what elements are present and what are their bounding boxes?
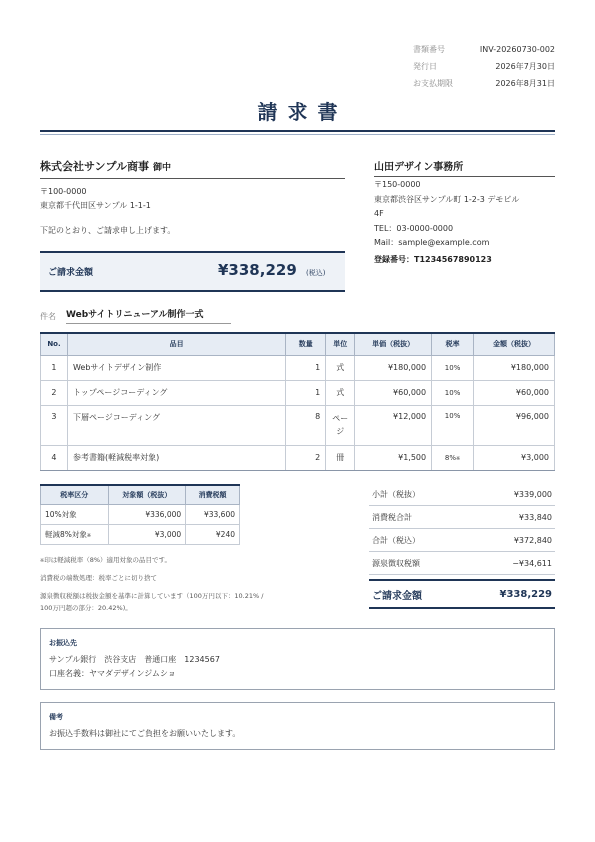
row-qty: 1 <box>286 380 326 405</box>
issuer-address-2: 4F <box>374 209 384 218</box>
table-row <box>41 380 555 405</box>
subtotal-value: ¥339,000 <box>513 489 552 499</box>
total-amount-label: ご請求金額 <box>48 268 94 278</box>
row-qty: 8 <box>286 405 326 445</box>
document-meta <box>413 41 555 92</box>
issue-date: 2026年7月30日 <box>495 62 555 71</box>
row-amount: ¥96,000 <box>474 405 555 445</box>
table-row <box>41 355 555 380</box>
withholding-label: 源泉徴収税額 <box>372 558 420 568</box>
table-row <box>41 405 555 445</box>
bank-heading: お振込先 <box>49 639 77 647</box>
issuer-divider <box>374 176 555 177</box>
total-label: 合計（税込） <box>372 535 420 545</box>
tax-amount: ¥33,600 <box>186 504 240 524</box>
doc-number-label: 書類番号 <box>413 45 445 54</box>
client-divider <box>40 178 345 179</box>
withholding-row <box>369 552 555 575</box>
subject-value: Webサイトリニューアル制作一式 <box>66 307 231 324</box>
row-unit-line-2: ジ <box>336 427 345 436</box>
tax-row <box>41 504 240 524</box>
tax-header-row <box>41 485 240 504</box>
withholding-note <box>40 590 263 614</box>
title-divider <box>40 130 555 132</box>
summary-block <box>369 483 555 609</box>
row-amount: ¥60,000 <box>474 380 555 405</box>
row-unit: 冊 <box>326 445 355 470</box>
client-name: 株式会社サンプル商事 <box>40 160 150 173</box>
client-address: 東京都千代田区サンプル 1-1-1 <box>40 201 151 210</box>
tax-category-label: 10%対象 <box>45 509 77 519</box>
issuer-address-1: 東京都渋谷区サンプル町 1-2-3 デモビル <box>374 194 520 204</box>
remarks-heading: 備考 <box>49 713 63 721</box>
table-row <box>41 445 555 470</box>
tax-base: ¥3,000 <box>108 524 186 544</box>
intro-text: 下記のとおり、ご請求申し上げます。 <box>40 226 176 235</box>
row-rate <box>432 355 474 380</box>
row-price: ¥1,500 <box>355 445 432 470</box>
tax-category-label: 軽減8%対象 <box>45 529 87 539</box>
due-date: 2026年8月31日 <box>495 79 555 88</box>
client-postal: 〒100-0000 <box>40 187 87 196</box>
tax-total-value: ¥33,840 <box>518 512 552 522</box>
row-qty: 1 <box>286 355 326 380</box>
tax-row <box>41 524 240 544</box>
header-qty: 数量 <box>286 333 326 355</box>
row-item: 下層ページコーディング <box>67 405 285 445</box>
tax-total-label: 消費税合計 <box>372 512 412 522</box>
row-unit: 式 <box>326 355 355 380</box>
tax-header-base: 対象額（税抜） <box>108 485 186 504</box>
row-no: 3 <box>41 405 68 445</box>
title-divider-thin <box>40 134 555 135</box>
reduced-rate-mark: ※ <box>40 558 45 564</box>
row-item: Webサイトデザイン制作 <box>67 355 285 380</box>
tax-breakdown-table <box>40 484 240 545</box>
header-amount: 金額（税抜） <box>474 333 555 355</box>
subject-label: 件名 <box>40 312 56 321</box>
tax-base: ¥336,000 <box>108 504 186 524</box>
row-price: ¥60,000 <box>355 380 432 405</box>
header-price: 単価（税抜） <box>355 333 432 355</box>
row-no: 2 <box>41 380 68 405</box>
tax-header-category: 税率区分 <box>41 485 109 504</box>
client-suffix: 御中 <box>153 163 172 173</box>
issue-date-label: 発行日 <box>413 62 437 71</box>
due-date-row <box>413 75 555 92</box>
row-no: 4 <box>41 445 68 470</box>
remarks-text: お振込手数料は御社にてご負担をお願いいたします。 <box>49 729 241 738</box>
row-item: トップページコーディング <box>67 380 285 405</box>
issuer-mail: Mail：sample@example.com <box>374 238 490 247</box>
tax-category <box>41 524 109 544</box>
withholding-note-line-2: 100万円超の部分：20.42%)。 <box>40 604 132 612</box>
total-tax-note: (税込) <box>306 269 326 277</box>
row-unit: 式 <box>326 380 355 405</box>
row-rate-value: 10% <box>444 363 461 372</box>
reduced-rate-mark: ※ <box>456 455 461 462</box>
row-rate <box>432 380 474 405</box>
row-item: 参考書籍(軽減税率対象) <box>67 445 285 470</box>
header-rate: 税率 <box>432 333 474 355</box>
issue-date-row <box>413 58 555 75</box>
grand-total-label: ご請求金額 <box>372 590 422 602</box>
total-amount: ¥338,229 <box>218 261 297 279</box>
withholding-value: −¥34,611 <box>512 558 552 568</box>
row-price: ¥180,000 <box>355 355 432 380</box>
issuer-name: 山田デザイン事務所 <box>374 162 464 173</box>
row-amount: ¥3,000 <box>474 445 555 470</box>
grand-total-value: ¥338,229 <box>499 588 552 600</box>
rounding-note: 消費税の端数処理：税率ごとに切り捨て <box>40 574 157 582</box>
client-address-block <box>40 185 151 213</box>
tax-total-row <box>369 506 555 529</box>
items-table <box>40 332 555 471</box>
page-title: 請求書 <box>257 100 348 124</box>
withholding-note-line-1: 源泉徴収税額は税抜金額を基準に計算しています（100万円以下：10.21% / <box>40 592 264 600</box>
doc-number-row <box>413 41 555 58</box>
items-header-row <box>41 333 555 355</box>
bank-info-box <box>40 628 555 690</box>
total-row <box>369 529 555 552</box>
row-rate <box>432 405 474 445</box>
row-amount: ¥180,000 <box>474 355 555 380</box>
row-unit <box>326 405 355 445</box>
issuer-address-block <box>374 178 555 251</box>
reduced-rate-note <box>40 554 171 567</box>
row-no: 1 <box>41 355 68 380</box>
issuer-tel: TEL：03-0000-0000 <box>374 223 454 233</box>
subtotal-label: 小計（税抜） <box>372 489 420 499</box>
header-unit: 単位 <box>326 333 355 355</box>
tax-amount: ¥240 <box>186 524 240 544</box>
due-date-label: お支払期限 <box>413 79 453 88</box>
row-qty: 2 <box>286 445 326 470</box>
row-rate-value: 10% <box>444 388 461 397</box>
client-name-line <box>40 158 171 174</box>
bank-account: サンプル銀行 渋谷支店 普通口座 1234567 <box>49 655 220 664</box>
row-rate <box>432 445 474 470</box>
subtotal-row <box>369 483 555 506</box>
row-price: ¥12,000 <box>355 405 432 445</box>
doc-number: INV-20260730-002 <box>479 45 555 54</box>
issuer-registration: 登録番号：T1234567890123 <box>374 255 492 264</box>
total-value: ¥372,840 <box>513 535 552 545</box>
bank-account-holder: 口座名義：ヤマダデザインジムショ <box>49 669 176 678</box>
header-no: No. <box>41 333 68 355</box>
reduced-rate-mark: ※ <box>86 532 92 539</box>
grand-total-row <box>369 579 555 609</box>
row-rate-value: 10% <box>444 411 461 420</box>
row-rate-value: 8% <box>444 453 457 462</box>
remarks-box <box>40 702 555 750</box>
row-unit-line-1: ペー <box>332 414 349 423</box>
reduced-rate-note-text: 印は軽減税率（8%）適用対象の品目です。 <box>44 556 171 564</box>
tax-header-tax: 消費税額 <box>186 485 240 504</box>
total-amount-box <box>40 251 345 292</box>
issuer-postal: 〒150-0000 <box>374 180 421 189</box>
tax-category <box>41 504 109 524</box>
header-item: 品目 <box>67 333 285 355</box>
